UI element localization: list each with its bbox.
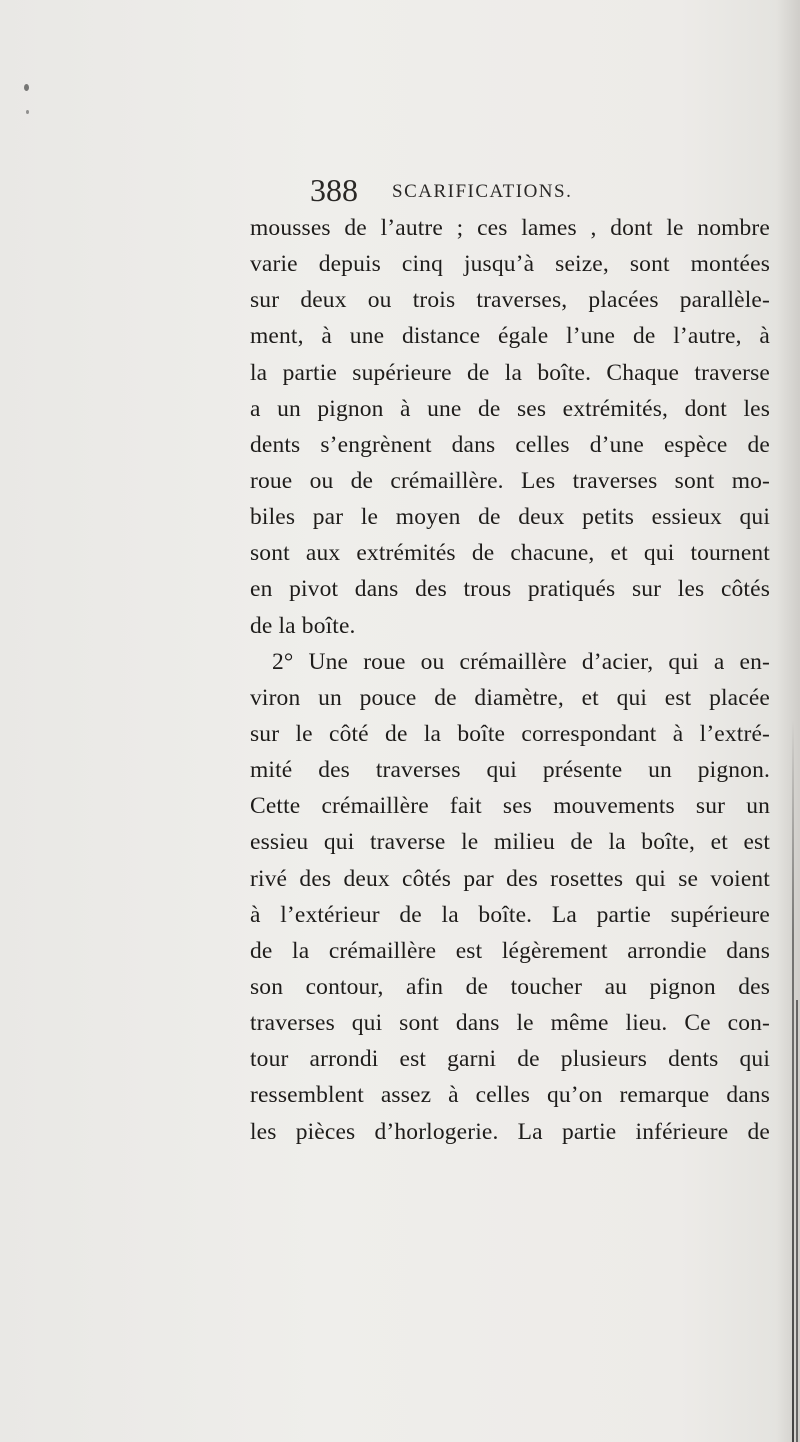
text-line: de la boîte. — [250, 612, 356, 639]
page-number: 388 — [310, 172, 358, 208]
text-line: 2° Une roue ou crémaillère d’acier, qui a en- — [272, 648, 770, 675]
ink-speck — [26, 110, 29, 114]
text-line: les pièces d’horlogerie. La partie inférieure de — [250, 1118, 770, 1145]
text-line: sur deux ou trois traverses, placées parallèle- — [250, 287, 770, 314]
running-head: SCARIFICATIONS. — [392, 181, 573, 202]
text-line: traverses qui sont dans le même lieu. Ce con- — [250, 1010, 770, 1037]
text-line: ment, à une distance égale l’une de l’autre, à — [250, 323, 770, 350]
text-line: Cette crémaillère fait ses mouvements sur un — [250, 793, 770, 820]
page-edge-line — [796, 1000, 798, 1442]
text-line: sont aux extrémités de chacune, et qui tournent — [250, 540, 770, 567]
text-line: à l’extérieur de la boîte. La partie supérieure — [250, 901, 770, 928]
text-line: dents s’engrènent dans celles d’une espèce de — [250, 431, 770, 458]
text-line: viron un pouce de diamètre, et qui est placée — [250, 684, 770, 711]
text-line: biles par le moyen de deux petits essieux qui — [250, 504, 770, 531]
text-line: la partie supérieure de la boîte. Chaque traverse — [250, 359, 770, 386]
text-line: tour arrondi est garni de plusieurs dents qui — [250, 1046, 770, 1073]
text-line: essieu qui traverse le milieu de la boîte, et est — [250, 829, 770, 856]
text-line: a un pignon à une de ses extrémités, dont les — [250, 395, 770, 422]
page-edge-shadow — [792, 720, 794, 1442]
text-line: roue ou de crémaillère. Les traverses sont mo- — [250, 467, 770, 494]
ink-speck — [24, 84, 29, 91]
text-line: varie depuis cinq jusqu’à seize, sont montées — [250, 251, 770, 278]
text-line: en pivot dans des trous pratiqués sur les côtés — [250, 576, 770, 603]
text-line: mousses de l’autre ; ces lames , dont le nombre — [250, 215, 770, 241]
text-line: son contour, afin de toucher au pignon des — [250, 973, 770, 1000]
text-line: ressemblent assez à celles qu’on remarque dans — [250, 1082, 770, 1109]
text-line: sur le côté de la boîte correspondant à l’extré- — [250, 720, 770, 747]
text-line: de la crémaillère est légèrement arrondie dans — [250, 937, 770, 964]
text-line: mité des traverses qui présente un pignon. — [250, 757, 770, 784]
body-text — [250, 210, 770, 1150]
text-line: rivé des deux côtés par des rosettes qui se voient — [250, 865, 770, 892]
